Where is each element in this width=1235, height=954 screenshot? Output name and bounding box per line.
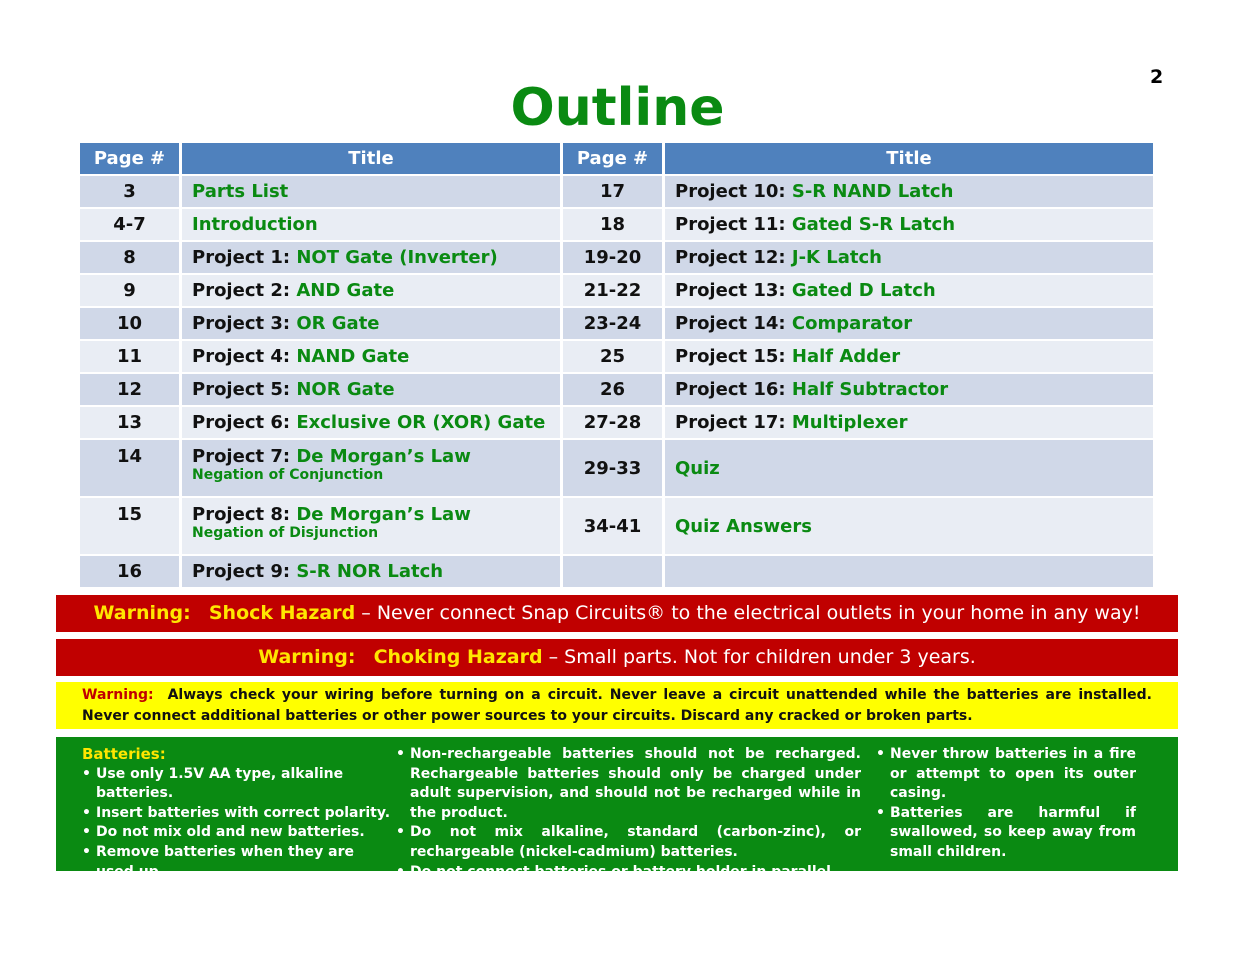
page-cell: 9 [80, 275, 179, 306]
battery-rule: • Batteries are harmful if swallowed, so keep away from small children. [876, 804, 1136, 863]
title-name: Half Adder [791, 346, 901, 367]
title-prefix: Project 13: [675, 280, 792, 301]
title-prefix: Project 6: [192, 412, 297, 433]
page-cell: 3 [80, 176, 179, 207]
table-row [80, 556, 1153, 587]
page-cell: 8 [80, 242, 179, 273]
title-name: NAND Gate [296, 346, 410, 367]
title-prefix: Project 8: [192, 504, 297, 525]
page-cell: 11 [80, 341, 179, 372]
table-row [80, 308, 1153, 339]
title-name: S-R NOR Latch [296, 561, 444, 582]
battery-rule: • Do not short circuit the battery terminals. [82, 882, 392, 921]
title-prefix: Project 14: [675, 313, 792, 334]
battery-rule: • Non-rechargeable batteries should not be recharged. Rechargeable batteries should only be charged under adult supervision, and should not be recharged while in the product. [396, 745, 861, 823]
title-cell [665, 242, 1153, 273]
choking-warning-text: – Small parts. Not for children under 3 years. [542, 646, 976, 668]
outline-table [77, 141, 1156, 589]
title-name: Comparator [791, 313, 913, 334]
page-cell [563, 556, 662, 587]
title-subtitle: Negation of Disjunction [192, 525, 379, 541]
shock-warning-label: Warning: [93, 602, 191, 624]
title-name: Parts List [192, 181, 289, 202]
title-name: Exclusive OR (XOR) Gate [296, 412, 546, 433]
table-row [80, 374, 1153, 405]
shock-warning-bar [56, 595, 1178, 632]
page-cell: 4-7 [80, 209, 179, 240]
table-row [80, 209, 1153, 240]
title-cell [182, 308, 560, 339]
title-name: Gated D Latch [791, 280, 936, 301]
title-cell [182, 440, 560, 496]
page-cell: 12 [80, 374, 179, 405]
title-cell [182, 498, 560, 554]
choking-hazard-label: Choking Hazard [373, 646, 543, 668]
title-cell [665, 498, 1153, 554]
page-cell: 34-41 [563, 498, 662, 554]
choking-warning-label: Warning: [258, 646, 356, 668]
table-row [80, 176, 1153, 207]
batteries-col-2 [396, 745, 861, 882]
title-prefix: Project 1: [192, 247, 297, 268]
title-cell [665, 407, 1153, 438]
table-row [80, 407, 1153, 438]
title-name: Introduction [192, 214, 318, 235]
batteries-list-1 [82, 765, 392, 922]
title-name: NOR Gate [296, 379, 395, 400]
shock-warning-text: – Never connect Snap Circuits® to the electrical outlets in your home in any way! [355, 602, 1141, 624]
title-cell [665, 209, 1153, 240]
table-row [80, 498, 1153, 554]
title-prefix: Project 11: [675, 214, 792, 235]
battery-rule: • Remove batteries when they are used up. [82, 843, 392, 882]
page-cell: 14 [80, 440, 179, 496]
title-prefix: Project 3: [192, 313, 297, 334]
battery-rule: • Do not mix alkaline, standard (carbon-zinc), or rechargeable (nickel-cadmium) batteries. [396, 823, 861, 862]
page-cell: 13 [80, 407, 179, 438]
batteries-box [56, 737, 1178, 919]
title-name: OR Gate [296, 313, 380, 334]
title-name: Gated S-R Latch [791, 214, 956, 235]
title-prefix: Project 5: [192, 379, 297, 400]
batteries-title: Batteries: [82, 745, 166, 763]
title-cell [665, 176, 1153, 207]
battery-rule: • Insert batteries with correct polarity. [82, 804, 392, 824]
title-name: S-R NAND Latch [791, 181, 954, 202]
table-body [80, 176, 1153, 587]
page-cell: 19-20 [563, 242, 662, 273]
batteries-col-3 [876, 745, 1136, 863]
title-cell [665, 440, 1153, 496]
title-cell [665, 275, 1153, 306]
title-cell [182, 341, 560, 372]
header-title-right: Title [665, 143, 1153, 174]
page-number: 2 [1150, 66, 1164, 88]
title-subtitle: Negation of Conjunction [192, 467, 384, 483]
title-name: Half Subtractor [791, 379, 949, 400]
page-cell: 27-28 [563, 407, 662, 438]
choking-warning-bar [56, 639, 1178, 676]
header-page-right: Page # [563, 143, 662, 174]
title-name: NOT Gate (Inverter) [296, 247, 498, 268]
title-cell [182, 556, 560, 587]
title-prefix: Project 15: [675, 346, 792, 367]
page-cell: 16 [80, 556, 179, 587]
general-warning-text: Always check your wiring before turning on a circuit. Never leave a circuit unattended while the batteries are installed. Never connect additional batteries or other power sources to your circuits. Discard any cracked or broken parts. [82, 687, 1152, 724]
title-name: De Morgan’s Law [296, 504, 471, 525]
title-name: De Morgan’s Law [296, 446, 471, 467]
title-prefix: Project 12: [675, 247, 792, 268]
table-row [80, 341, 1153, 372]
title-cell [182, 209, 560, 240]
title-cell [665, 556, 1153, 587]
battery-rule: • Never throw batteries in a fire or attempt to open its outer casing. [876, 745, 1136, 804]
header-page-left: Page # [80, 143, 179, 174]
general-warning-box [56, 682, 1178, 729]
title-prefix: Project 4: [192, 346, 297, 367]
general-warning-label: Warning: [82, 687, 154, 703]
title-cell [182, 374, 560, 405]
page-title: Outline [510, 78, 725, 138]
battery-rule: • Do not mix old and new batteries. [82, 823, 392, 843]
table-row [80, 440, 1153, 496]
title-name: Quiz Answers [675, 515, 812, 537]
page-cell: 25 [563, 341, 662, 372]
batteries-list-2 [396, 745, 861, 882]
page-cell: 18 [563, 209, 662, 240]
title-name: J-K Latch [791, 247, 882, 268]
table-header-row [80, 143, 1153, 174]
page-cell: 10 [80, 308, 179, 339]
page-cell: 29-33 [563, 440, 662, 496]
title-name: Multiplexer [791, 412, 908, 433]
page-cell: 15 [80, 498, 179, 554]
title-cell [665, 374, 1153, 405]
title-prefix: Project 16: [675, 379, 792, 400]
battery-rule: • Do not connect batteries or battery holder in parallel. [396, 863, 861, 883]
batteries-col-1 [82, 745, 392, 921]
batteries-list-3 [876, 745, 1136, 863]
title-cell [182, 407, 560, 438]
page-cell: 21-22 [563, 275, 662, 306]
title-prefix: Project 7: [192, 446, 297, 467]
page-cell: 17 [563, 176, 662, 207]
header-title-left: Title [182, 143, 560, 174]
table-row [80, 242, 1153, 273]
title-cell [182, 275, 560, 306]
title-prefix: Project 17: [675, 412, 792, 433]
shock-hazard-label: Shock Hazard [208, 602, 356, 624]
title-cell [665, 308, 1153, 339]
page-cell: 23-24 [563, 308, 662, 339]
title-prefix: Project 10: [675, 181, 792, 202]
title-cell [182, 242, 560, 273]
title-name: Quiz [675, 457, 720, 479]
page-cell: 26 [563, 374, 662, 405]
title-prefix: Project 2: [192, 280, 297, 301]
title-cell [665, 341, 1153, 372]
battery-rule: • Use only 1.5V AA type, alkaline batteries. [82, 765, 392, 804]
title-cell [182, 176, 560, 207]
title-prefix: Project 9: [192, 561, 297, 582]
table-row [80, 275, 1153, 306]
title-name: AND Gate [296, 280, 395, 301]
